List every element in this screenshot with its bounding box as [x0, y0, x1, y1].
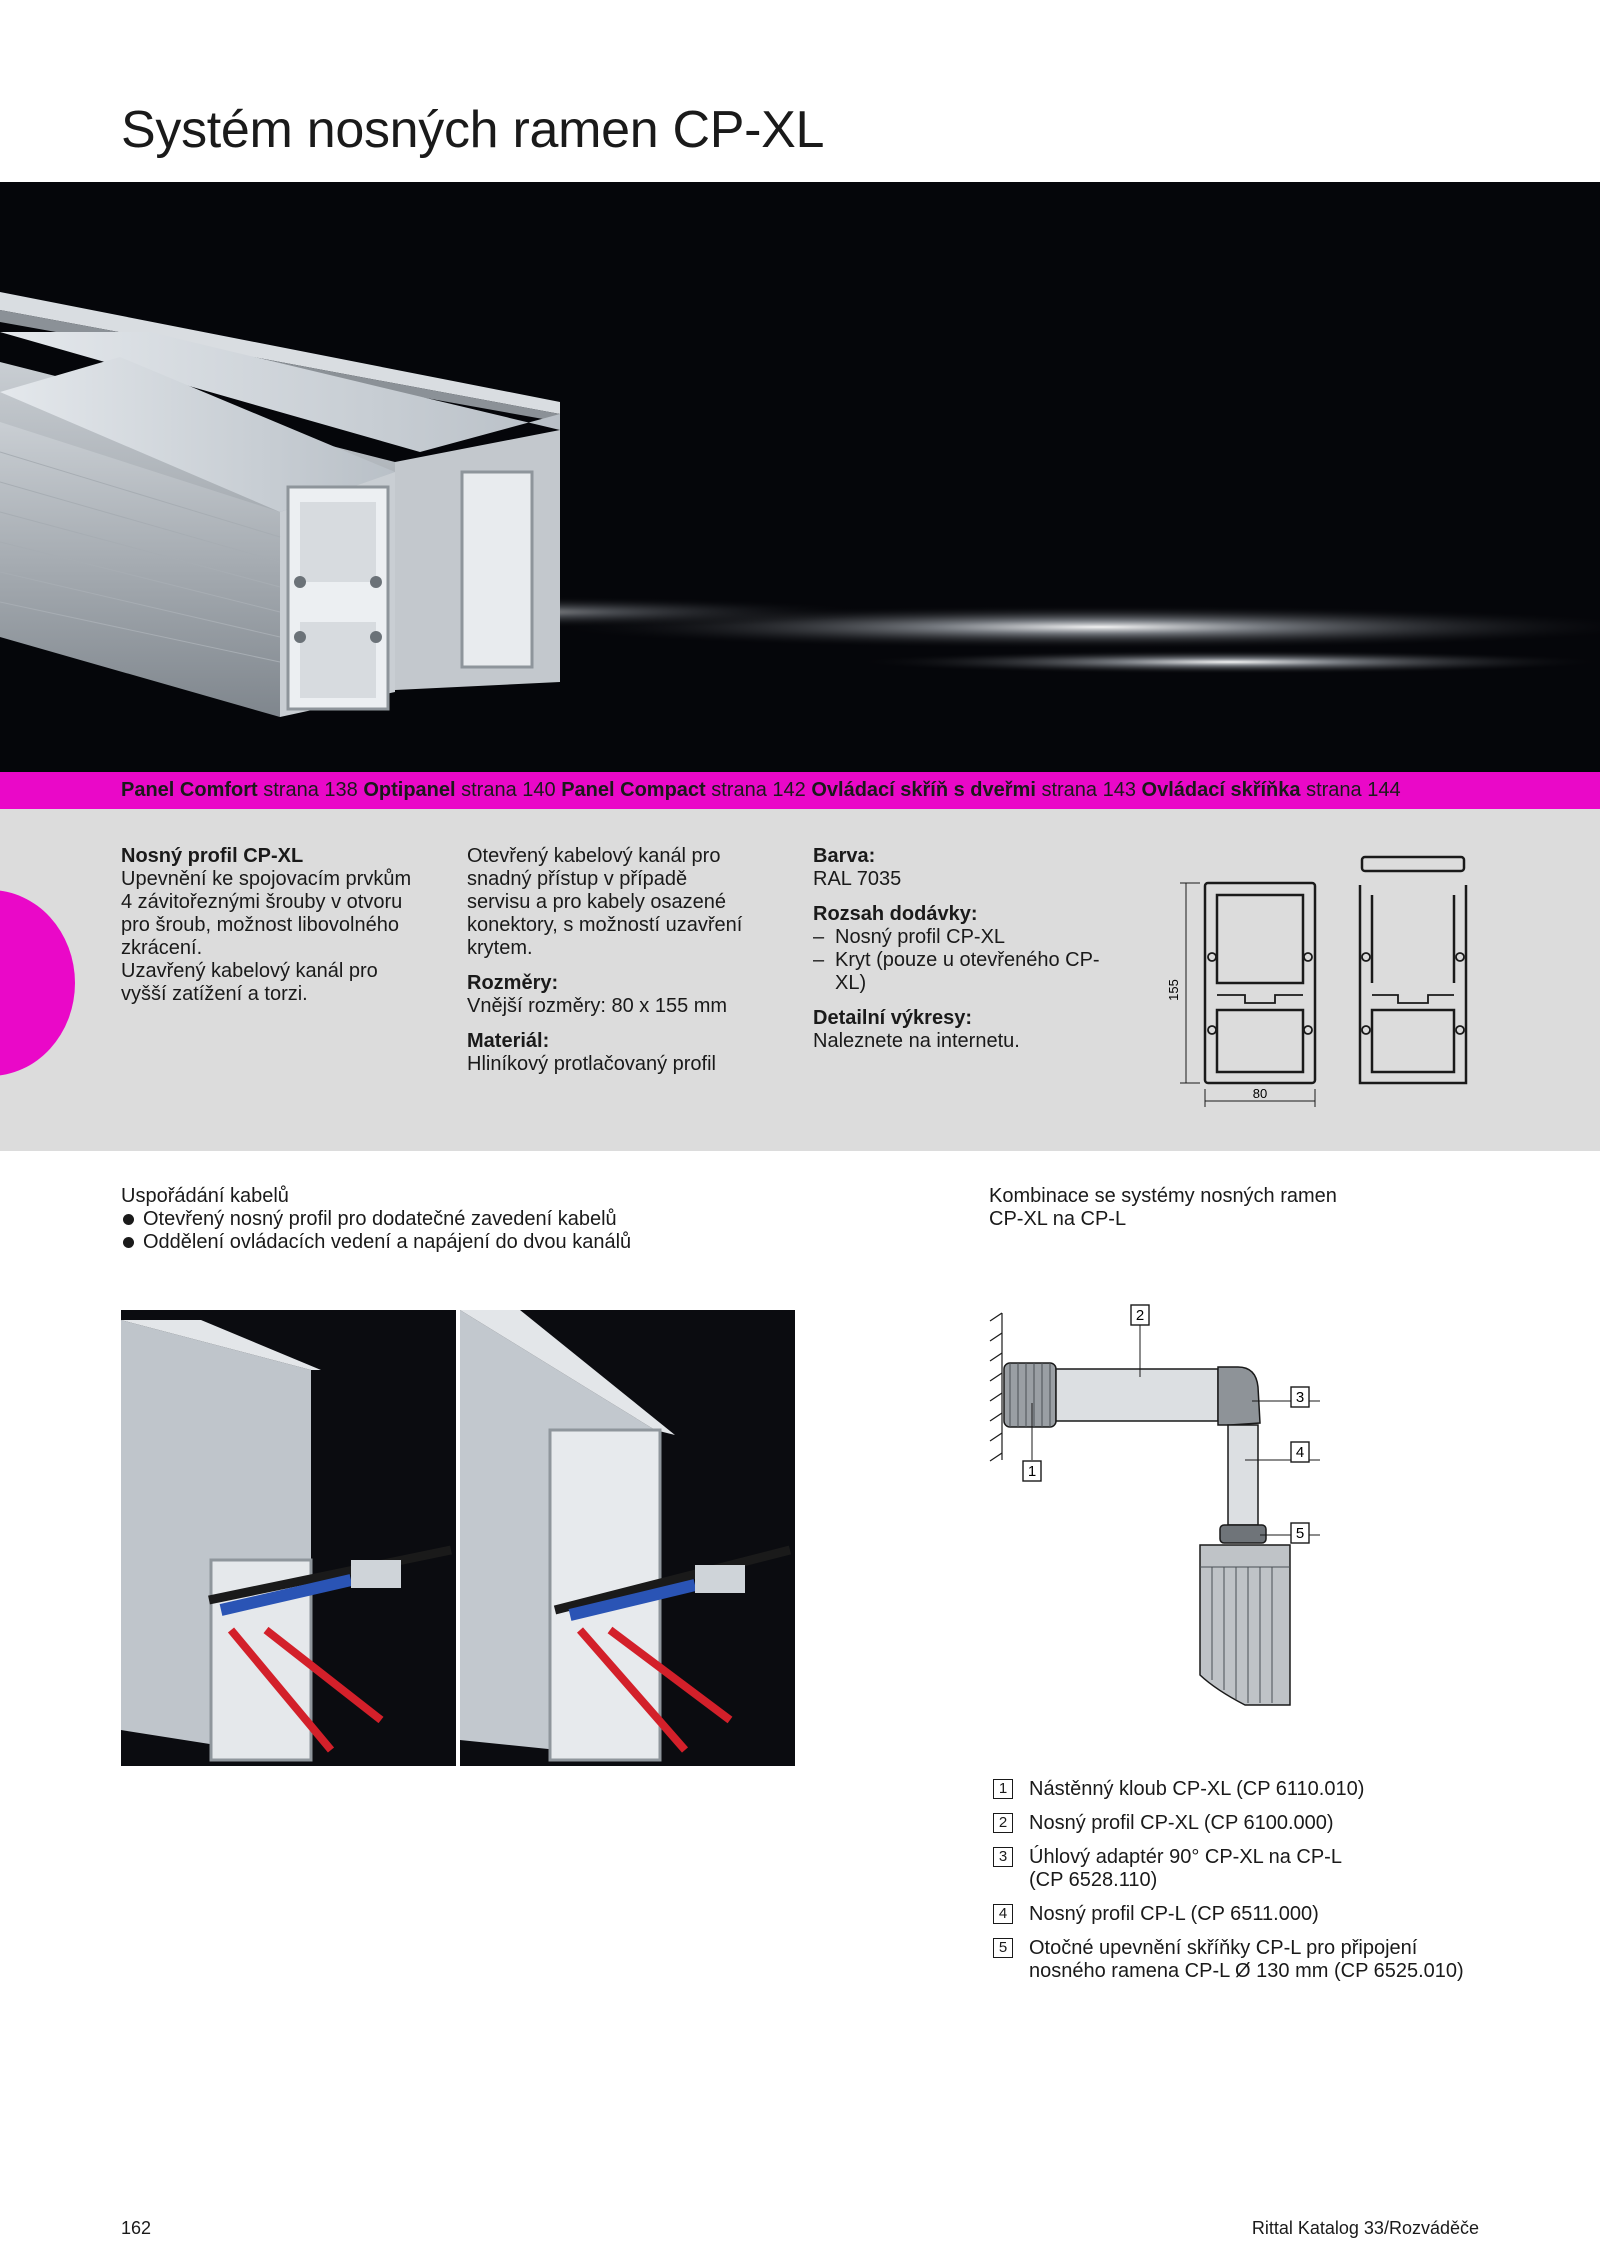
profile-heading: Nosný profil CP-XL	[121, 845, 304, 867]
dimensions-value: Vnější rozměry: 80 x 155 mm	[467, 995, 728, 1017]
drawings-heading: Detailní výkresy:	[813, 1007, 972, 1029]
legend-text: Nástěnný kloub CP-XL (CP 6110.010)	[1029, 1778, 1365, 1800]
scope-list	[813, 926, 1103, 995]
nav-item-panel-compact[interactable]: Panel Compact strana 142	[561, 779, 806, 801]
material-value: Hliníkový protlačovaný profil	[467, 1053, 716, 1075]
width-dimension-label: 80	[1252, 1086, 1268, 1101]
cable-photo-open	[460, 1310, 795, 1766]
profile-text-line: Uzavřený kabelový kanál pro	[121, 960, 378, 982]
channel-text-line: servisu a pro kabely osazené	[467, 891, 727, 913]
info-column-profile	[121, 845, 451, 1006]
info-column-specs	[813, 845, 1103, 1053]
callout-4: 4	[1295, 1444, 1305, 1461]
bullet-icon	[123, 1214, 134, 1225]
profile-text-line: 4 závitořeznými šrouby v otvoru	[121, 891, 403, 913]
legend-row	[993, 1846, 1369, 1892]
legend-row	[993, 1937, 1499, 1983]
legend-number: 2	[993, 1813, 1013, 1833]
height-dimension-label: 155	[1166, 979, 1181, 1001]
catalog-name: Rittal Katalog 33/Rozváděče	[1251, 2218, 1479, 2238]
profile-text-line: Upevnění ke spojovacím prvkům	[121, 868, 412, 890]
combination-section	[989, 1185, 1489, 1231]
nav-item-panel-comfort[interactable]: Panel Comfort strana 138	[121, 779, 358, 801]
color-value: RAL 7035	[813, 868, 902, 890]
callout-1: 1	[1027, 1463, 1037, 1480]
material-heading: Materiál:	[467, 1030, 550, 1052]
legend-number: 3	[993, 1847, 1013, 1867]
cable-bullet-list	[121, 1208, 741, 1254]
combination-heading-line2: CP-XL na CP-L	[989, 1208, 1127, 1230]
hero-profile-illustration	[0, 182, 1600, 772]
color-heading: Barva:	[813, 845, 876, 867]
scope-item: – Nosný profil CP-XL	[813, 926, 1103, 949]
legend-number: 4	[993, 1904, 1013, 1924]
callout-3: 3	[1295, 1389, 1305, 1406]
callout-2: 2	[1135, 1307, 1145, 1324]
legend-number: 5	[993, 1938, 1013, 1958]
channel-text-line: snadný přístup v případě	[467, 868, 688, 890]
nav-item-optipanel[interactable]: Optipanel strana 140	[363, 779, 556, 801]
legend-text: Úhlový adaptér 90° CP-XL na CP-L (CP 6528.110)	[1029, 1846, 1342, 1891]
legend-text: Otočné upevnění skříňky CP-L pro připojení nosného ramena CP-L Ø 130 mm (CP 6525.010)	[1029, 1937, 1464, 1982]
combination-heading-line1: Kombinace se systémy nosných ramen	[989, 1185, 1337, 1207]
cable-photo-closed	[121, 1310, 456, 1766]
profile-text-line: vyšší zatížení a torzi.	[121, 983, 308, 1005]
legend-text: Nosný profil CP-L (CP 6511.000)	[1029, 1903, 1319, 1925]
channel-text-line: konektory, s možností uzavření	[467, 914, 743, 936]
drawings-value: Naleznete na internetu.	[813, 1030, 1020, 1052]
parts-legend	[993, 1778, 1513, 1994]
legend-number: 1	[993, 1779, 1013, 1799]
legend-row	[993, 1778, 1513, 1801]
profile-text-line: zkrácení.	[121, 937, 203, 959]
combination-diagram	[980, 1295, 1320, 1715]
info-column-channel	[467, 845, 797, 1076]
cable-arrangement-section	[121, 1185, 741, 1254]
page-title: Systém nosných ramen CP-XL	[121, 101, 825, 159]
channel-text-line: krytem.	[467, 937, 533, 959]
cable-bullet-item: Oddělení ovládacích vedení a napájení do dvou kanálů	[121, 1231, 741, 1254]
profile-text-line: pro šroub, možnost libovolného	[121, 914, 399, 936]
scope-heading: Rozsah dodávky:	[813, 903, 978, 925]
catalog-nav-bar	[0, 772, 1600, 809]
dimensions-heading: Rozměry:	[467, 972, 559, 994]
scope-item: – Kryt (pouze u otevřeného CP-XL)	[813, 949, 1103, 995]
nav-item-control-cabinet-door[interactable]: Ovládací skříň s dveřmi strana 143	[811, 779, 1136, 801]
callout-5: 5	[1295, 1525, 1305, 1542]
legend-row	[993, 1903, 1513, 1926]
legend-row	[993, 1812, 1513, 1835]
page-number: 162	[121, 2218, 152, 2238]
cross-section-drawing	[1150, 845, 1480, 1115]
cable-section-heading: Uspořádání kabelů	[121, 1185, 289, 1207]
cable-bullet-item: Otevřený nosný profil pro dodatečné zavedení kabelů	[121, 1208, 741, 1231]
bullet-icon	[123, 1237, 134, 1248]
hero-photo	[0, 182, 1600, 772]
nav-item-control-box[interactable]: Ovládací skříňka strana 144	[1141, 779, 1401, 801]
channel-text-line: Otevřený kabelový kanál pro	[467, 845, 721, 867]
legend-text: Nosný profil CP-XL (CP 6100.000)	[1029, 1812, 1334, 1834]
